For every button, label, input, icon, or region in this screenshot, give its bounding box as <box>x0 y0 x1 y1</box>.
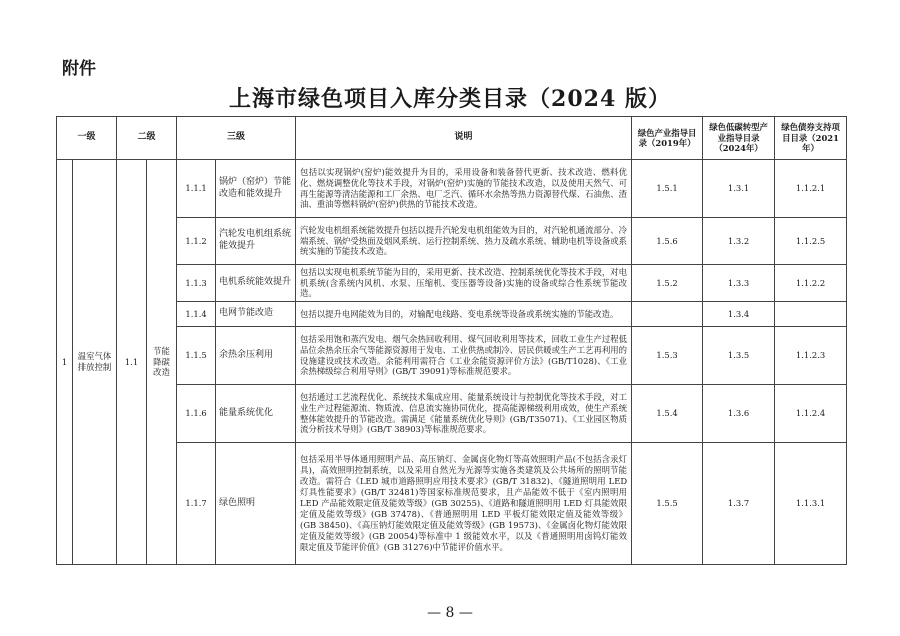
header-desc: 说明 <box>296 117 632 160</box>
level3-code: 1.1.5 <box>177 327 216 385</box>
ref-2019-code <box>632 302 703 327</box>
attachment-label: 附件 <box>62 59 96 79</box>
level3-code: 1.1.3 <box>177 265 216 302</box>
table-row <box>57 160 847 218</box>
level3-name: 电网节能改造 <box>216 302 296 327</box>
ref-2021-code: 1.1.2.1 <box>775 160 847 218</box>
row-description: 包括采用半导体通用照明产品、高压钠灯、金属卤化物灯等高效照明产品(不包括含汞灯具)，高效照明控制系统，以及采用自然光为光源等实施各类建筑及公共场所的照明节能改造。需符合《LED 城市道路照明应用技术要求》(GB/T 31832)、《隧道照明用 LED 灯具性能要求》(GB/T 32481)等国家标准规范要求，且产品能效不低于《室内照明用 LED 产品能效限定值及能效等级》(GB 30255)、《道路和隧道照明用 LED 灯具能效限定值及能效等级》(GB 37478)、《普通照明用 LED 平板灯能效限定值及能效等级》(GB 38450)、《高压钠灯能效限定值及能效等级》(GB 19573)、《金属卤化物灯能效限定值及能效等级》(GB 20054)等标准中 1 级能效水平，以及《普通照明用卤钨灯能效限定值及节能评价值》(GB 31276)中节能评价值水平。 <box>296 443 632 565</box>
header-level1: 一级 <box>57 117 117 160</box>
row-description: 包括以提升电网能效为目的，对输配电线路、变电系统等设备或系统实施的节能改造。 <box>296 302 632 327</box>
level3-name: 绿色照明 <box>216 443 296 565</box>
ref-2021-code: 1.1.3.1 <box>775 443 847 565</box>
ref-2024-code: 1.3.4 <box>703 302 775 327</box>
header-ref-2021: 绿色债券支持项目目录（2021年） <box>775 117 847 160</box>
ref-2021-code <box>775 302 847 327</box>
ref-2024-code: 1.3.6 <box>703 385 775 443</box>
level3-name: 锅炉（窑炉）节能改造和能效提升 <box>216 160 296 218</box>
ref-2021-code: 1.1.2.3 <box>775 327 847 385</box>
level3-code: 1.1.4 <box>177 302 216 327</box>
level3-code: 1.1.6 <box>177 385 216 443</box>
header-level2: 二级 <box>117 117 177 160</box>
level3-code: 1.1.1 <box>177 160 216 218</box>
ref-2021-code: 1.1.2.5 <box>775 218 847 265</box>
ref-2024-code: 1.3.1 <box>703 160 775 218</box>
level2-number: 1.1 <box>117 160 147 565</box>
level3-name: 余热余压利用 <box>216 327 296 385</box>
header-ref-2019: 绿色产业指导目录（2019年） <box>632 117 703 160</box>
table-header-row <box>57 117 847 160</box>
ref-2024-code: 1.3.7 <box>703 443 775 565</box>
catalog-table <box>56 116 847 565</box>
row-description: 包括通过工艺流程优化、系统技术集成应用、能量系统设计与控制优化等技术手段，对工业生产过程能源流、物质流、信息流实施协同优化，提高能源梯级利用成效，使生产系统整体能效提升的节能改造。需满足《能量系统优化导则》(GB/T35071)、《工业园区物质流分析技术导则》(GB/T 38903)等标准规范要求。 <box>296 385 632 443</box>
row-description: 包括以实现电机系统节能为目的，采用更新、技术改造、控制系统优化等技术手段，对电机系统(含系统内风机、水泵、压缩机、变压器等设备)实施的设备或综合性系统节能改造。 <box>296 265 632 302</box>
level3-code: 1.1.7 <box>177 443 216 565</box>
header-ref-2024: 绿色低碳转型产业指导目录（2024年） <box>703 117 775 160</box>
ref-2021-code: 1.1.2.4 <box>775 385 847 443</box>
ref-2024-code: 1.3.2 <box>703 218 775 265</box>
level1-name: 温室气体排放控制 <box>73 160 117 565</box>
ref-2019-code: 1.5.1 <box>632 160 703 218</box>
level3-code: 1.1.2 <box>177 218 216 265</box>
ref-2019-code: 1.5.6 <box>632 218 703 265</box>
page-title: 上海市绿色项目入库分类目录（2024 版） <box>229 86 671 112</box>
ref-2024-code: 1.3.5 <box>703 327 775 385</box>
level3-name: 电机系统能效提升 <box>216 265 296 302</box>
level3-name: 能量系统优化 <box>216 385 296 443</box>
ref-2019-code: 1.5.5 <box>632 443 703 565</box>
row-description: 汽轮发电机组系统能效提升包括以提升汽轮发电机组能效为目的，对汽轮机通流部分、冷端系统、锅炉受热面及烟风系统、运行控制系统、热力及疏水系统、辅助电机等设备或系统实施的节能技术改造。 <box>296 218 632 265</box>
header-level3: 三级 <box>177 117 296 160</box>
row-description: 包括以实现锅炉(窑炉)能效提升为目的，采用设备和装备替代更新、技术改造、燃料优化、燃烧调整优化等技术手段，对锅炉(窑炉)实施的节能技术改造，以及使用天然气、可再生能源等清洁能源和工厂余热、电厂乏汽、循环水余热等热力资源替代煤、石油焦、渣油、重油等燃料锅炉(窑炉)供热的节能技术改造。 <box>296 160 632 218</box>
level1-number: 1 <box>57 160 73 565</box>
ref-2024-code: 1.3.3 <box>703 265 775 302</box>
level3-name: 汽轮发电机组系统能效提升 <box>216 218 296 265</box>
ref-2019-code: 1.5.2 <box>632 265 703 302</box>
row-description: 包括采用饱和蒸汽发电、烟气余热回收利用、煤气回收利用等技术，回收工业生产过程低品位余热余压余气等能源资源用于发电、工业供热或制冷、居民供暖或生产工艺再利用的设施建设或技术改造。余能利用需符合《工业余能资源评价方法》(GB/T1028)、《工业余热梯级综合利用导则》(GB/T 39091)等标准规范要求。 <box>296 327 632 385</box>
ref-2019-code: 1.5.4 <box>632 385 703 443</box>
level2-name: 节能降碳改造 <box>147 160 177 565</box>
ref-2019-code: 1.5.3 <box>632 327 703 385</box>
ref-2021-code: 1.1.2.2 <box>775 265 847 302</box>
page-number: — 8 — <box>427 605 473 621</box>
